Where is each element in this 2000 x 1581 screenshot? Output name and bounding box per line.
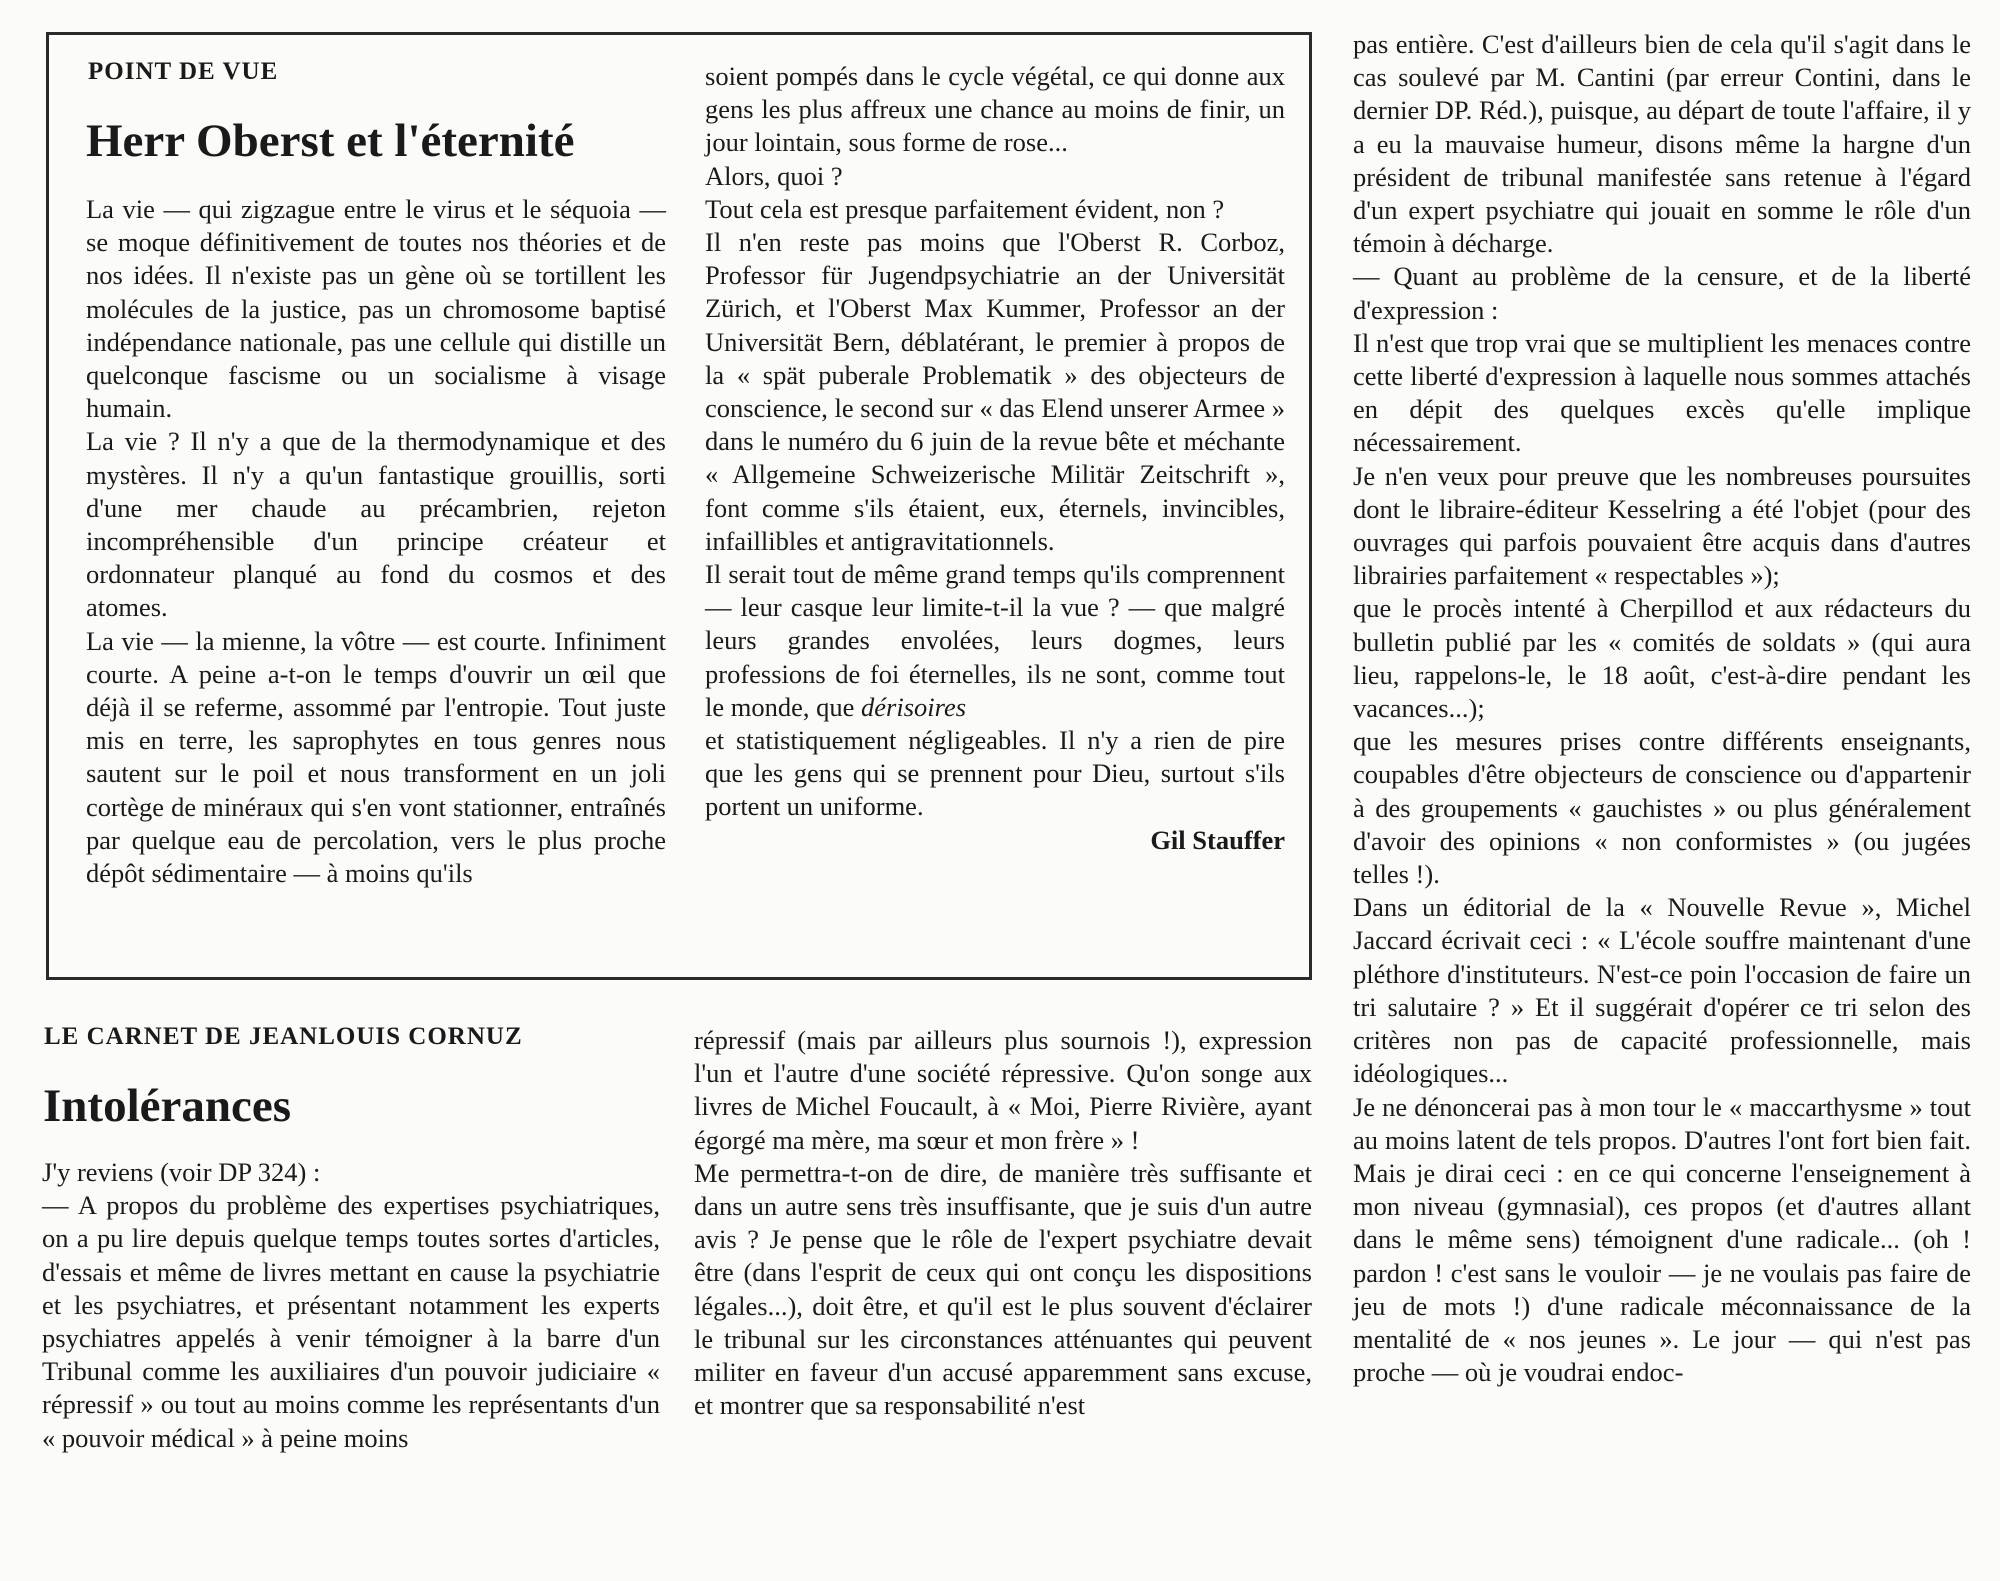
article2-column-3 (1353, 28, 1971, 1389)
paragraph: que les mesures prises contre différents enseignants, coupables d'être objecteurs de conscience ou d'appartenir à des groupements « gauchistes » ou plus généralement d'avoir des opinions « non conformistes » (ou jugées telles !). (1353, 726, 1971, 890)
paragraph (705, 558, 1285, 724)
article1-title: Herr Oberst et l'éternité (86, 115, 575, 167)
paragraph: Je ne dénoncerai pas à mon tour le « maccarthysme » tout au moins latent de tels propos. D'autres l'ont fort bien fait. Mais je dirai ceci : en ce qui concerne l'enseignement à mon niveau (gymnasial), ces propos (et d'autres allant dans le même sens) témoignent d'une radicale... (oh ! pardon ! c'est sans le vouloir — je ne voulais pas faire de jeu de mots !) d'une radicale méconnaissance de la mentalité de « nos jeunes ». Le jour — qui n'est pas proche — où je voudrai endoc- (1353, 1091, 1971, 1388)
paragraph: Tout cela est presque parfaitement évident, non ? (705, 193, 1225, 224)
paragraph: Me permettra-t-on de dire, de manière très suffisante et dans un autre sens très insuffisante, que je suis d'un autre avis ? Je pense que le rôle de l'expert psychiatre devait être (dans l'esprit de ceux qui ont conçu les dispositions légales...), doit être, et qu'il est le plus souvent d'éclairer le tribunal sur les circonstances atténuantes qui peuvent militer en faveur d'un accusé apparemment sans excuse, et montrer que sa responsabilité n'est (694, 1157, 1312, 1421)
paragraph: — A propos du problème des expertises psychiatriques, on a pu lire depuis quelque temps toutes sortes d'articles, d'essais et même de livres mettant en cause la psychiatrie et les psychiatres, et présentant notamment les experts psychiatres appelés à venir témoigner à la barre d'un Tribunal comme les auxiliaires d'un pouvoir judiciaire « répressif » ou tout au moins comme les représentants d'un « pouvoir médical » à peine moins (42, 1190, 660, 1453)
paragraph: La vie — qui zigzague entre le virus et le séquoia — se moque définitivement de toutes nos théories et de nos idées. Il n'existe pas un gène où se tortillent les molécules de la justice, pas un chromosome baptisé indépendance nationale, pas une cellule qui distille un quelconque fascisme ou un socialisme à visage humain. (86, 194, 666, 424)
paragraph: Alors, quoi ? (705, 160, 843, 191)
article2-column-1 (42, 1156, 660, 1455)
article1-column-1 (86, 193, 666, 890)
article1-kicker: POINT DE VUE (88, 58, 279, 85)
article2-column-2 (694, 1024, 1312, 1422)
paragraph: répressif (mais par ailleurs plus sournois !), expression l'un et l'autre d'une société répressive. Qu'on songe aux livres de Michel Foucault, à « Moi, Pierre Rivière, ayant égorgé ma mère, ma sœur et mon frère » ! (694, 1025, 1312, 1155)
paragraph: Dans un éditorial de la « Nouvelle Revue », Michel Jaccard écrivait ceci : « L'école souffre maintenant d'une pléthore d'instituteurs. N'est-ce poin l'occasion de faire un tri salutaire ? » Et il suggérait d'opérer ce tri selon des critères non pas de capacité professionnelle, mais idéologiques... (1353, 892, 1971, 1089)
paragraph: Il n'est que trop vrai que se multiplient les menaces contre cette liberté d'expression à laquelle nous sommes attachés en dépit des quelques excès qu'elle implique nécessairement. (1353, 327, 1971, 458)
paragraph: que le procès intenté à Cherpillod et aux rédacteurs du bulletin publié par les « comités de soldats » (qui aura lieu, rappelons-le, le 18 août, c'est-à-dire pendant les vacances...); (1353, 593, 1971, 724)
paragraph: pas entière. C'est d'ailleurs bien de cela qu'il s'agit dans le cas soulevé par M. Cantini (par erreur Contini, dans le dernier DP. Réd.), puisque, au départ de toute l'affaire, il y a eu la mauvaise humeur, disons même la hargne d'un président de tribunal manifestée sans retenue à l'égard d'un expert psychiatre qui jouait en somme le rôle d'un témoin à décharge. (1353, 29, 1971, 259)
article2-title: Intolérances (43, 1080, 292, 1132)
author-signature: Gil Stauffer (1150, 824, 1285, 855)
paragraph: soient pompés dans le cycle végétal, ce qui donne aux gens les plus affreux une chance au moins de finir, un jour lointain, sous forme de rose... (705, 61, 1285, 158)
emphasis: dérisoires (861, 691, 967, 722)
article1-column-2 (705, 60, 1285, 857)
paragraph: Je n'en veux pour preuve que les nombreuses poursuites dont le libraire-éditeur Kesselring a été l'objet (pour des ouvrages qui parfois pouvaient être acquis dans d'autres librairies parfaitement « respectables »); (1353, 460, 1971, 591)
article2-kicker: LE CARNET DE JEANLOUIS CORNUZ (44, 1023, 523, 1050)
paragraph: La vie — la mienne, la vôtre — est courte. Infiniment courte. A peine a-t-on le temps d'ouvrir un œil que déjà il se referme, assommé par l'entropie. Tout juste mis en terre, les saprophytes en tous genres nous sautent sur le poil et nous transforment en un joli cortège de minéraux qui s'en vont stationner, entraînés par quelque eau de percolation, vers le plus proche dépôt sédimentaire — à moins qu'ils (86, 625, 666, 889)
paragraph: et statistiquement négligeables. Il n'y a rien de pire que les gens qui se prennent pour Dieu, surtout s'ils portent un uniforme. (705, 725, 1285, 822)
paragraph: La vie ? Il n'y a que de la thermodynamique et des mystères. Il n'y a qu'un fantastique grouillis, sorti d'une mer chaude au précambrien, rejeton incompréhensible d'un principe créateur et ordonnateur planqué au fond du cosmos et des atomes. (86, 426, 666, 623)
paragraph: — Quant au problème de la censure, et de la liberté d'expression : (1353, 261, 1971, 325)
paragraph-text: Il serait tout de même grand temps qu'ils comprennent — leur casque leur limite-t-il la vue ? — que malgré leurs grandes envolées, leurs dogmes, leurs professions de foi éternelles, ils ne sont, comme tout le monde, que (705, 559, 1285, 722)
paragraph: J'y reviens (voir DP 324) : (42, 1157, 321, 1187)
paragraph: Il n'en reste pas moins que l'Oberst R. Corboz, Professor für Jugendpsychiatrie an der Universität Zürich, et l'Oberst Max Kummer, Professor an der Universität Bern, déblatérant, le premier à propos de la « spät puberale Problematik » des objecteurs de conscience, le second sur « das Elend unserer Armee » dans le numéro du 6 juin de la revue bête et méchante « Allgemeine Schweizerische Militär Zeitschrift », font comme s'ils étaient, eux, éternels, invincibles, infaillibles et antigravitationnels. (705, 227, 1285, 556)
